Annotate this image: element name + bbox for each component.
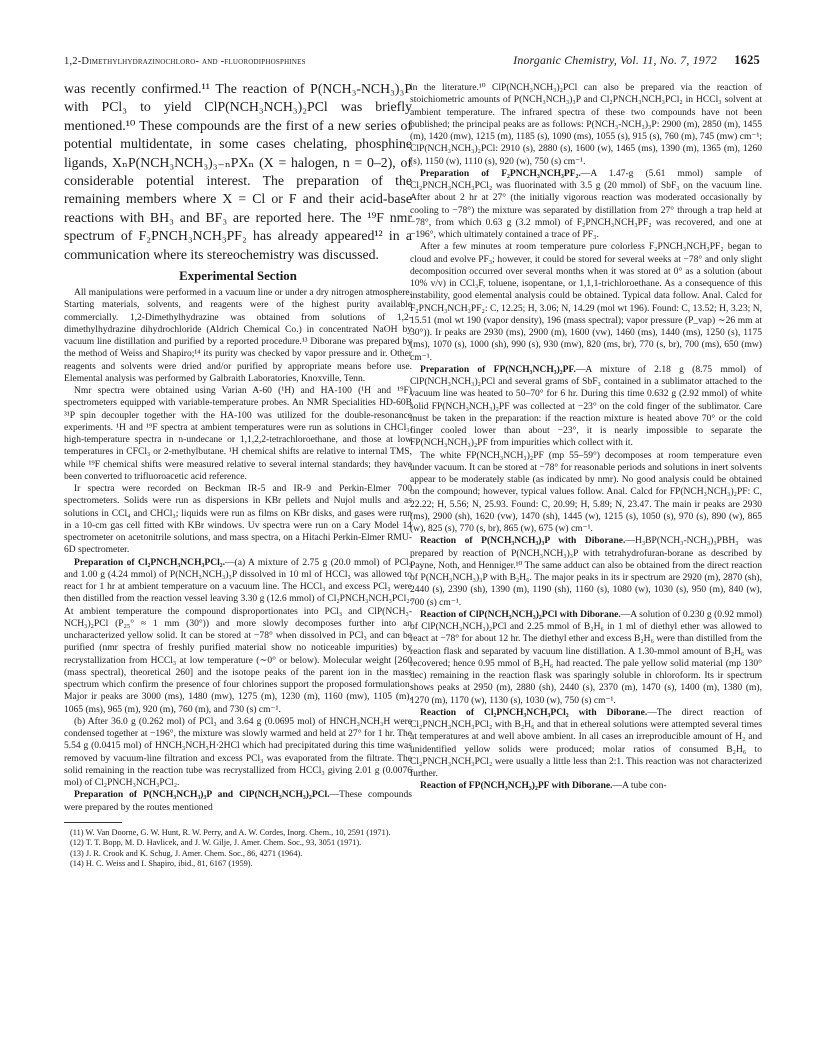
prep-cl2p-body: —(a) A mixture of 2.75 g (20.0 mmol) of PCl₃ and 1.00 g (4.24 mmol) of P(NCH₃NCH₃)₃P dissolved in 10 ml of HCCl₃ was allowed to react for 1 hr at ambient temperature on a vacuum line. The HCCl₃ and excess PCl₃ were then distilled from the reaction vessel leaving 3.30 g (12.6 mmol) of Cl₂PNCH₃NCH₃PCl₂. At ambient temperature the compound disproportionates into PCl₃ and ClP(NCH₃-NCH₃)₂PCl (P₂₅° ≈ 1 mm (30°)) and more slowly decomposes further into an uncharacterized yellow solid. It can be stored at −78° when dissolved in PCl₃ and can be purified (nmr spectra of freshly purified material show no noticeable impurities) by recrystallization from HCCl₃ at low temperature (∼0° or below). Molecular weight [260 (mass spectral), theoretical 260] and the isotope peaks of the parent ion in the mass spectrum which confirm the presence of four chlorines support the proposed formulation. Major ir peaks are 3000 (ms), 1480 (mw), 1275 (m), 1230 (m), 1160 (mw), 1105 (m), 1065 (ms), 965 (m), 920 (m), 760 (m), and 730 (s) cm⁻¹. xyxy=(64,556,413,715)
reaction-cl2p-diborane-paragraph xyxy=(410,707,762,781)
left-column xyxy=(64,80,412,869)
f2p-stability-paragraph: After a few minutes at room temperature pure colorless F₂PNCH₃NCH₃PF₂ began to cloud and evolve PF₃; however, it could be stored for several weeks at −78° and only slight decomposition occurred over several months when it was stored at 0° as a solution (about 10% v/v) in CCl₃F, toluene, isopentane, or 1,1,1-trichloroethane. As a consequence of this instability, good elemental analysis could be obtained. Typical data follow. Anal. Calcd for F₂PNCH₃NCH₃PF₂: C, 12.25; H, 3.06; N, 14.29 (mol wt 196). Found: C, 13.52; H, 3.23; N, 15.51 (mol wt 190 (vapor density), 196 (mass spectral); vapor pressure (P_vap) ∼26 mm at 30°)). Ir peaks are 2930 (ms), 2900 (m), 1600 (vw), 1460 (ms), 1440 (ms), 1250 (s), 1175 (ms), 1070 (s), 1000 (sh), 990 (s), 930 (mw), 820 (ms, br), 770 (s, br), 700 (ms), 650 (mw) cm⁻¹. xyxy=(410,241,762,363)
prep-f2p-heading: Preparation of F₂PNCH₃NCH₃PF₂. xyxy=(420,167,581,179)
reaction-fp-diborane-paragraph xyxy=(410,780,762,792)
experimental-paragraph-2: Nmr spectra were obtained using Varian A-60 (¹H) and HA-100 (¹H and ¹⁹F) spectrometers equipped with variable-temperature probes. An NMR Specialities HD-60B ³¹P spin decoupler together with the HA-100 was utilized for the double-resonance experiments. ¹H and ¹⁹F spectra at ambient temperatures were run as solutions in CHCl₃, high-temperature spectra in n-undecane or 1,1,2,2-tetrachloroethane, and those at low temperatures in CFCl₃ or 2-methylbutane. ¹H chemical shifts are relative to internal TMS, while ¹⁹F chemical shifts were measured relative to several internal standards; they have been converted to trifluoroacetic acid reference. xyxy=(64,385,412,482)
prep-pnn-body: —These compounds were prepared by the routes mentioned xyxy=(64,789,412,813)
reaction-pnn-diborane-paragraph xyxy=(410,535,762,609)
literature-paragraph: in the literature.¹⁰ ClP(NCH₃NCH₃)₂PCl can also be prepared via the reaction of stoichiometric amounts of P(NCH₃NCH₃)₃P and Cl₂PNCH₃NCH₃PCl₂ in HCCl₃ solvent at ambient temperature. The infrared spectra of these two compounds have not been published; the principal peaks are as follows: P(NCH₃-NCH₃)₃P: 2900 (m), 2850 (m), 1455 (m), 1420 (mw), 1215 (m), 1185 (s), 1090 (ms), 1055 (s), 915 (s), 760 (m), 745 (mw) cm⁻¹; ClP(NCH₃NCH₃)₂PCl: 2910 (s), 2880 (s), 1600 (w), 1465 (ms), 1390 (m), 1365 (m), 1260 (s), 1150 (w), 1110 (s), 920 (w), 750 (s) cm⁻¹. xyxy=(410,82,762,167)
reaction-fp-diborane-heading: Reaction of FP(NCH₃NCH₃)₂PF with Diborane. xyxy=(420,780,613,792)
experimental-paragraph-3: Ir spectra were recorded on Beckman IR-5 and IR-9 and Perkin-Elmer 700 spectrometers. Solids were run as dispersions in KBr pellets and Nujol mulls and as solutions in CCl₄ and CHCl₃; liquids were run as films on KBr disks, and gases were run in a 10-cm gas cell fitted with KBr windows. Uv spectra were run on a Cary Model 14 spectrometer on acetonitrile solutions, and mass spectra, on a Hitachi Perkin-Elmer RMU-6D spectrometer. xyxy=(64,483,412,556)
reaction-cl2p-diborane-heading: Reaction of Cl₂PNCH₃NCH₃PCl₂ with Diborane. xyxy=(420,706,648,718)
prep-cl2p-paragraph xyxy=(64,557,412,716)
running-head-journal-block xyxy=(513,53,760,68)
footnote-14: (14) H. C. Weiss and I. Shapiro, ibid., 81, 6167 (1959). xyxy=(70,859,253,869)
footnote-11: (11) W. Van Doorne, G. W. Hunt, R. W. Perry, and A. W. Cordes, Inorg. Chem., 10, 2591 (1971). xyxy=(70,827,391,837)
reaction-cl2p-diborane-body: —The direct reaction of Cl₂PNCH₃NCH₃PCl₂ with B₂H₆ and that in ethereal solutions were attempted several times at temperatures at and well above ambient. In all cases an irreproducible amount of H₂ and unidentified yellow solids were produced; molar ratios of consumed B₂H₆ to Cl₂PNCH₃NCH₃PCl₂ were usually a little less than 2:1. This reaction was not characterized further. xyxy=(410,706,762,779)
intro-paragraph: was recently confirmed.¹¹ The reaction of P(NCH₃-NCH₃)₃P with PCl₃ to yield ClP(NCH₃NCH₃)₂PCl was briefly mentioned.¹⁰ These compounds are the first of a new series of potential multidentate, in some cases chelating, phosphine ligands, XₙP(NCH₃NCH₃)₃₋ₙPXₙ (X = halogen, n = 0–2), of considerable potential interest. The preparation of the remaining members where X = Cl or F and their acid-base reactions with BH₃ and BF₃ are reported here. The ¹⁹F nmr spectrum of F₂PNCH₃NCH₃PF₂ has already appeared¹² in a communication where its stereochemistry was discussed. xyxy=(64,81,412,262)
footnote-13: (13) J. R. Crook and K. Schug, J. Amer. Chem. Soc., 86, 4271 (1964). xyxy=(70,848,303,858)
prep-cl2p-method-b: (b) After 36.0 g (0.262 mol) of PCl₃ and 3.64 g (0.0695 mol) of HNCH₃NCH₃H were condensed together at −196°, the mixture was slowly warmed and held at 27° for 1 hr. The 5.54 g (0.0415 mol) of HNCH₃NCH₃H·2HCl which had precipitated during this time was removed by vacuum-line filtration and excess PCl₃ was evaporated from the filtrate. The solid remaining in the reaction tube was recrystallized from HCCl₃ giving 2.01 g (0.0076 mol) of Cl₂PNCH₃NCH₃PCl₂. xyxy=(64,715,412,789)
footnote-rule xyxy=(64,822,122,823)
prep-pnn-paragraph xyxy=(64,789,412,814)
prep-fp-heading: Preparation of FP(NCH₃NCH₃)₂PF. xyxy=(420,363,576,375)
reaction-clp-diborane-heading: Reaction of ClP(NCH₃NCH₃)₂PCl with Diborane. xyxy=(420,608,621,620)
reaction-pnn-diborane-body: —H₃BP(NCH₃-NCH₃)₃PBH₃ was prepared by reaction of P(NCH₃NCH₃)₃P with tetrahydrofuran-borane as described by Payne, Noth, and Henniger.¹⁰ The same adduct can also be obtained from the direct reaction of P(NCH₃NCH₃)₃P with B₂H₆. The major peaks in its ir spectrum are 2920 (m), 2870 (sh), 2440 (s), 2390 (sh), 1390 (m), 1190 (sh), 1160 (s), 1080 (w), 1030 (s), 950 (m), 840 (w), 700 (s) cm⁻¹. xyxy=(410,535,762,608)
footnote-12: (12) T. T. Bopp, M. D. Havlicek, and J. W. Gilje, J. Amer. Chem. Soc., 93, 3051 (1971). xyxy=(70,838,362,848)
fp-properties-paragraph: The white FP(NCH₃NCH₃)₂PF (mp 55–59°) decomposes at room temperature even under vacuum. It can be stored at −78° for reasonable periods and solutions in inert solvents appear to be moderately stable (as indicated by nmr). No good analysis could be obtained on the compound; however, typical values follow. Anal. Calcd for FP(NCH₃NCH₃)₂PF: C, 22.22; H, 5.56; N, 25.93. Found: C, 20.99; H, 5.89; N, 23.47. The main ir peaks are 2930 (ms), 2900 (sh), 1620 (vw), 1470 (sh), 1445 (w), 1215 (s), 1050 (s), 970 (s), 890 (w), 865 (w), 825 (s), 770 (s, br), 865 (w), 675 (w) cm⁻¹. xyxy=(410,449,762,534)
prep-fp-paragraph xyxy=(410,364,762,450)
prep-cl2p-heading: Preparation of Cl₂PNCH₃NCH₃PCl₂. xyxy=(74,556,225,568)
reaction-clp-diborane-paragraph xyxy=(410,609,762,707)
running-head-title: 1,2-Dimethylhydrazinochloro- and -fluorodiphosphines xyxy=(64,56,306,67)
reaction-fp-diborane-body: —A tube con- xyxy=(612,780,667,792)
prep-f2p-paragraph xyxy=(410,168,762,242)
prep-f2p-body: —A 1.47-g (5.61 mmol) sample of Cl₂PNCH₃NCH₃PCl₂ was fluorinated with 3.5 g (20 mmol) of SbF₃ on the vacuum line. After about 2 hr at 27° (the initially vigorous reaction was moderated occasionally by cooling to −78°) the mixture was separated by distillation from 27° through a trap held at −78°, from which 0.63 g (3.2 mmol) of F₂PNCH₃NCH₃PF₂ was recovered, and one at −196°, which ultimately contained a trace of PF₃. xyxy=(410,167,762,240)
reaction-clp-diborane-body: —A solution of 0.230 g (0.92 mmol) of ClP(NCH₃NCH₃)₂PCl and 2.25 mmol of B₂H₆ in 1 ml of diethyl ether was allowed to react at −78° for about 12 hr. The diethyl ether and excess B₂H₆ were than distilled from the reaction flask and separated by vacuum line distillation. A 1.30-mmol amount of B₂H₆ was recovered; hence 0.95 mmol of B₂H₆ had reacted. The pale yellow solid material (mp 130° dec) remaining in the reaction flask was sparingly soluble in chloroform. Its ir spectrum shows peaks at 2950 (m), 2880 (sh), 2440 (s), 2370 (m), 1470 (s), 1400 (m), 1380 (m), 1270 (m), 1170 (w), 1130 (s), 1030 (w), 750 (s) cm⁻¹. xyxy=(410,608,762,706)
prep-pnn-heading: Preparation of P(NCH₃NCH₃)₃P and ClP(NCH₃NCH₃)₂PCl. xyxy=(74,789,330,801)
journal-citation: Inorganic Chemistry, Vol. 11, No. 7, 1972 xyxy=(513,53,718,67)
running-head xyxy=(64,52,760,74)
section-title: Experimental Section xyxy=(179,269,297,284)
prep-fp-body: —A mixture of 2.18 g (8.75 mmol) of ClP(NCH₃NCH₃)₂PCl and several grams of SbF₃ contained in a sublimator attached to the vacuum line was heated to 50–70° for 6 hr. During this time 0.632 g (2.92 mmol) of white solid FP(NCH₃NCH₃)₂PF was collected at −23° on the cold finger of the sublimator. Care must be taken in the preparation: if the reaction mixture is heated above 70° or the cold finger cooled lower than about −23°, it is nearly impossible to separate the FP(NCH₃NCH₃)₂PF from impurities which collect with it. xyxy=(410,363,762,449)
right-column xyxy=(410,82,762,793)
page-number: 1625 xyxy=(734,53,760,67)
experimental-paragraph-1: All manipulations were performed in a vacuum line or under a dry nitrogen atmosphere. Starting materials, solvents, and reagents were of the highest purity available commercially. 1,2-Dimethylhydrazine was obtained from solutions of 1,2-dimethylhydrazine dihydrochloride (Aldrich Chemical Co.) in concentrated NaOH by vacuum line distillation and purified by a reported procedure.¹³ Diborane was prepared by the method of Weiss and Shapiro;¹⁴ its purity was checked by vapor pressure and ir. Other reagents and solvents were dried and/or purified by appropriate means before use. Elemental analysis was performed by Galbraith Laboratories, Knoxville, Tenn. xyxy=(64,287,412,384)
reaction-pnn-diborane-heading: Reaction of P(NCH₃NCH₃)₃P with Diborane. xyxy=(420,535,626,547)
